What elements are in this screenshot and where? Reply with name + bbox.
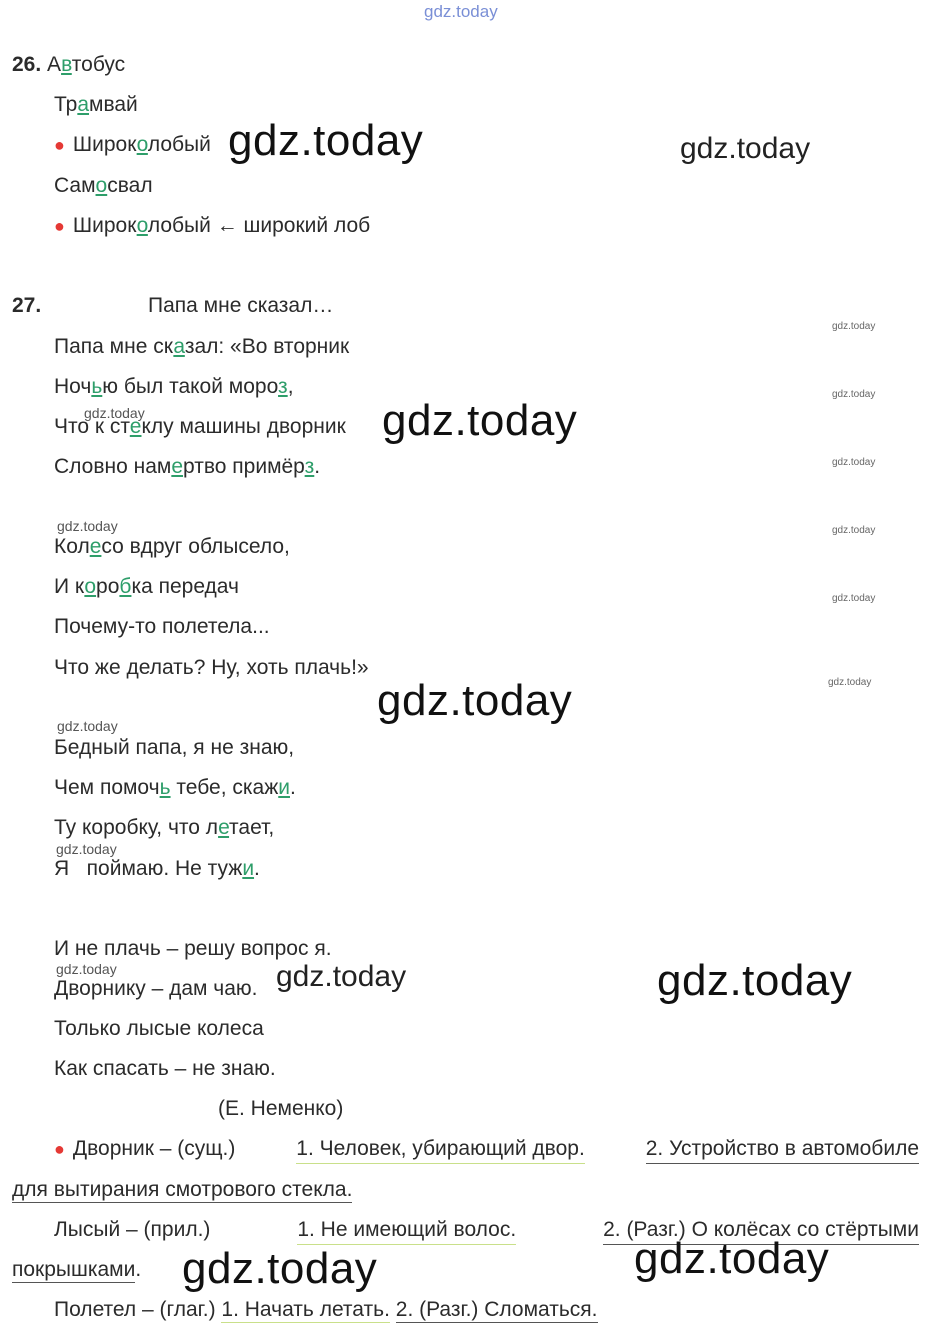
- definition-poletel: Полетел – (глаг.) 1. Начать летать. 2. (Разг.) Сломаться.: [54, 1298, 598, 1321]
- watermark-small: gdz.today: [56, 841, 117, 857]
- poem-author: (Е. Неменко): [218, 1097, 344, 1120]
- poem-line: И не плачь – решу вопрос я.: [54, 937, 332, 960]
- watermark-tiny: gdz.today: [832, 389, 876, 400]
- watermark-small: gdz.today: [84, 405, 145, 421]
- watermark-small: gdz.today: [57, 718, 118, 734]
- watermark-tiny: gdz.today: [832, 321, 876, 332]
- watermark: gdz.today: [377, 676, 573, 725]
- watermark-tiny: gdz.today: [832, 525, 876, 536]
- poem-line: Колесо вдруг облысело,: [54, 535, 290, 558]
- watermark: gdz.today: [228, 116, 424, 165]
- poem-line: Что к стеклу машины дворник: [54, 415, 346, 438]
- ex26-line-3: ● Широколобый: [54, 133, 211, 156]
- poem-line: Чем помочь тебе, скажи.: [54, 776, 296, 799]
- poem-line: Словно намертво примёрз.: [54, 455, 321, 478]
- poem-line: Почему-то полетела...: [54, 615, 270, 638]
- watermark-small: gdz.today: [56, 961, 117, 977]
- header-watermark: gdz.today: [424, 2, 498, 21]
- watermark: gdz.today: [634, 1234, 830, 1283]
- definition-dvornik: ● Дворник – (сущ.) 1. Человек, убирающий двор. 2. Устройство в автомобиле: [12, 1136, 919, 1164]
- watermark: gdz.today: [276, 960, 407, 993]
- ex26-number: 26.: [12, 53, 42, 76]
- definition-dvornik-cont: для вытирания смотрового стекла.: [12, 1178, 353, 1201]
- poem-line: Ночью был такой мороз,: [54, 375, 294, 398]
- ex26-line-4: Самосвал: [54, 174, 153, 197]
- ex27-number: 27.: [12, 294, 42, 317]
- watermark-tiny: gdz.today: [832, 593, 876, 604]
- poem-line: Как спасать – не знаю.: [54, 1057, 276, 1080]
- definition-lysyi-cont: покрышками.: [12, 1258, 142, 1281]
- watermark: gdz.today: [182, 1244, 378, 1293]
- watermark-tiny: gdz.today: [828, 677, 872, 688]
- bullet-icon: ●: [54, 135, 65, 155]
- poem-line: И коробка передач: [54, 575, 239, 598]
- ex26-word: Автобус: [47, 53, 126, 76]
- ex26-line-1: [12, 52, 125, 78]
- definition-lysyi: Лысый – (прил.) 1. Не имеющий волос. 2. (Разг.) О колёсах со стёртыми: [12, 1217, 919, 1245]
- watermark: gdz.today: [680, 132, 811, 165]
- watermark: gdz.today: [382, 396, 578, 445]
- poem-line: Только лысые колеса: [54, 1017, 264, 1040]
- ex26-line-2: Трамвай: [54, 93, 138, 116]
- ex26-line-5: ● Широколобый ← широкий лоб: [54, 214, 371, 237]
- poem-line: Дворнику – дам чаю.: [54, 977, 258, 1000]
- watermark: gdz.today: [657, 956, 853, 1005]
- poem-line: Я поймаю. Не тужи.: [54, 857, 260, 880]
- watermark-tiny: gdz.today: [832, 457, 876, 468]
- bullet-icon: ●: [54, 216, 65, 236]
- poem-line: Ту коробку, что летает,: [54, 816, 275, 839]
- poem-line: Что же делать? Ну, хоть плачь!»: [54, 656, 369, 679]
- poem-line: Папа мне сказал: «Во вторник: [54, 335, 350, 358]
- poem-title: Папа мне сказал…: [148, 294, 334, 317]
- watermark-small: gdz.today: [57, 518, 118, 534]
- poem-line: Бедный папа, я не знаю,: [54, 736, 295, 759]
- bullet-icon: ●: [54, 1139, 65, 1159]
